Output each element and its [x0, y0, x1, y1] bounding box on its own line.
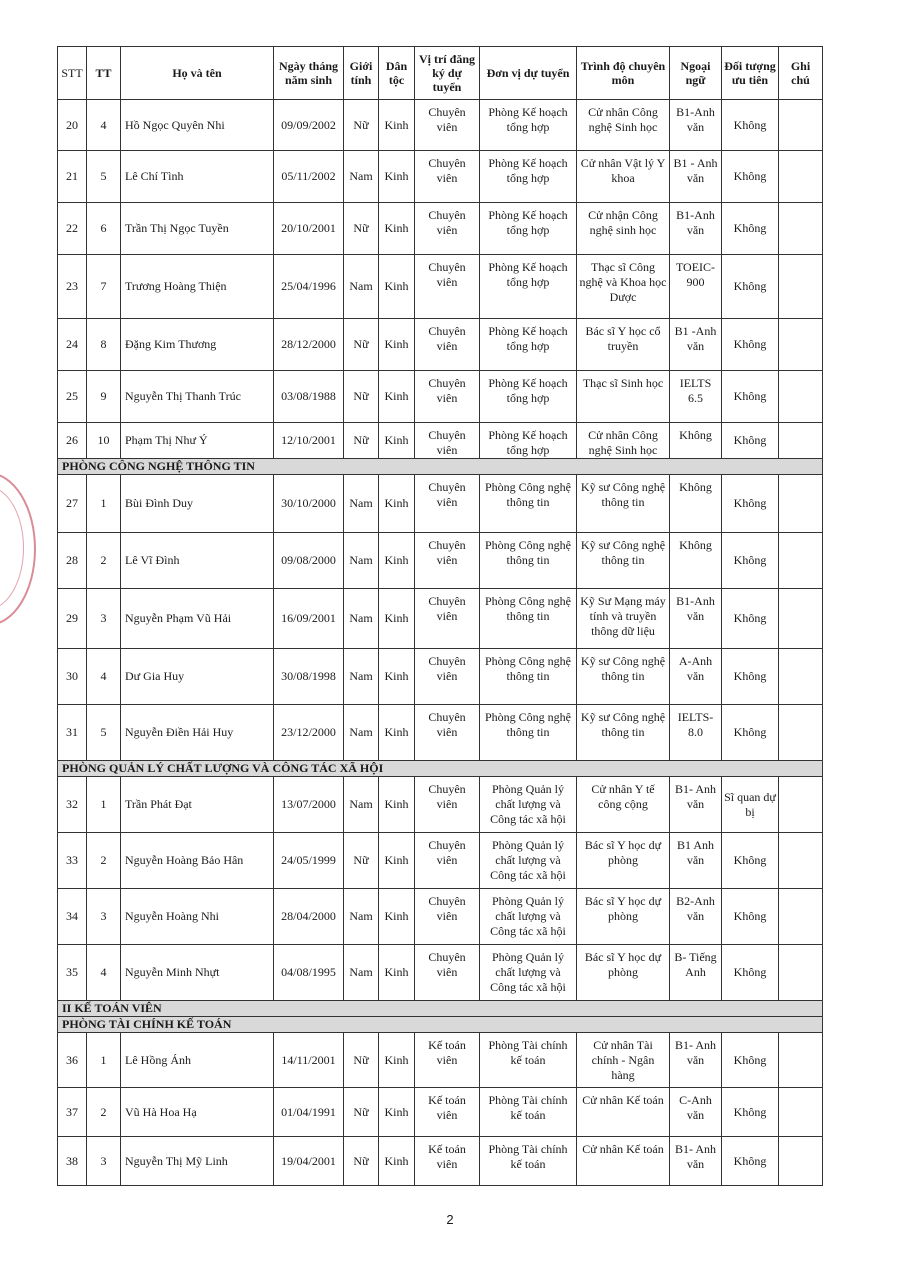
cell-language: A-Anh văn — [670, 649, 722, 705]
cell-language: B1-Anh văn — [670, 589, 722, 649]
cell-name: Phạm Thị Như Ý — [121, 423, 274, 459]
cell-gender: Nữ — [344, 423, 379, 459]
cell-position: Kế toán viên — [415, 1137, 480, 1186]
cell-gender: Nữ — [344, 203, 379, 255]
cell-dob: 05/11/2002 — [274, 151, 344, 203]
cell-priority: Không — [722, 889, 779, 945]
cell-stt: 21 — [58, 151, 87, 203]
cell-position: Chuyên viên — [415, 475, 480, 533]
cell-position: Chuyên viên — [415, 100, 480, 151]
cell-gender: Nam — [344, 777, 379, 833]
cell-gender: Nam — [344, 533, 379, 589]
cell-language: B1-Anh văn — [670, 203, 722, 255]
cell-priority: Không — [722, 1088, 779, 1137]
cell-ethnicity: Kinh — [379, 255, 415, 319]
cell-stt: 28 — [58, 533, 87, 589]
cell-dob: 25/04/1996 — [274, 255, 344, 319]
table-row — [58, 945, 823, 1001]
cell-stt: 38 — [58, 1137, 87, 1186]
header-note: Ghi chú — [779, 47, 823, 100]
cell-priority: Không — [722, 203, 779, 255]
header-dob: Ngày tháng năm sinh — [274, 47, 344, 100]
cell-unit: Phòng Công nghệ thông tin — [480, 649, 577, 705]
cell-unit: Phòng Kế hoạch tổng hợp — [480, 100, 577, 151]
section-row — [58, 459, 823, 475]
cell-gender: Nữ — [344, 833, 379, 889]
cell-stt: 30 — [58, 649, 87, 705]
header-stt: STT — [58, 47, 87, 100]
table-row — [58, 589, 823, 649]
cell-name: Nguyễn Hoàng Bảo Hân — [121, 833, 274, 889]
cell-name: Trần Phát Đạt — [121, 777, 274, 833]
cell-tt: 2 — [87, 833, 121, 889]
cell-degree: Bác sĩ Y học dự phòng — [577, 889, 670, 945]
table-row — [58, 649, 823, 705]
cell-language: B1 -Anh văn — [670, 319, 722, 371]
table-row — [58, 423, 823, 459]
cell-name: Nguyễn Phạm Vũ Hải — [121, 589, 274, 649]
cell-dob: 30/08/1998 — [274, 649, 344, 705]
cell-priority: Không — [722, 1033, 779, 1088]
cell-note — [779, 533, 823, 589]
cell-name: Nguyễn Hoàng Nhi — [121, 889, 274, 945]
cell-unit: Phòng Công nghệ thông tin — [480, 533, 577, 589]
cell-position: Chuyên viên — [415, 889, 480, 945]
header-ethnicity: Dân tộc — [379, 47, 415, 100]
cell-degree: Kỹ sư Công nghệ thông tin — [577, 533, 670, 589]
cell-degree: Kỹ Sư Mạng máy tính và truyền thông dữ liệu — [577, 589, 670, 649]
cell-priority: Không — [722, 423, 779, 459]
cell-unit: Phòng Công nghệ thông tin — [480, 589, 577, 649]
cell-name: Nguyễn Thị Thanh Trúc — [121, 371, 274, 423]
cell-priority: Không — [722, 1137, 779, 1186]
cell-unit: Phòng Tài chính kế toán — [480, 1137, 577, 1186]
table-row — [58, 475, 823, 533]
cell-name: Bùi Đình Duy — [121, 475, 274, 533]
cell-dob: 28/04/2000 — [274, 889, 344, 945]
section-label: PHÒNG CÔNG NGHỆ THÔNG TIN — [58, 459, 823, 475]
cell-note — [779, 475, 823, 533]
cell-tt: 4 — [87, 100, 121, 151]
cell-degree: Kỹ sư Công nghệ thông tin — [577, 705, 670, 761]
cell-note — [779, 371, 823, 423]
cell-unit: Phòng Công nghệ thông tin — [480, 705, 577, 761]
cell-gender: Nam — [344, 589, 379, 649]
cell-name: Nguyễn Minh Nhựt — [121, 945, 274, 1001]
cell-dob: 19/04/2001 — [274, 1137, 344, 1186]
table-row — [58, 833, 823, 889]
cell-ethnicity: Kinh — [379, 371, 415, 423]
cell-position: Chuyên viên — [415, 319, 480, 371]
cell-language: B- Tiếng Anh — [670, 945, 722, 1001]
cell-unit: Phòng Kế hoạch tổng hợp — [480, 151, 577, 203]
cell-dob: 23/12/2000 — [274, 705, 344, 761]
cell-dob: 04/08/1995 — [274, 945, 344, 1001]
cell-stt: 37 — [58, 1088, 87, 1137]
cell-priority: Không — [722, 833, 779, 889]
cell-unit: Phòng Quản lý chất lượng và Công tác xã hội — [480, 889, 577, 945]
header-position: Vị trí đăng ký dự tuyển — [415, 47, 480, 100]
cell-ethnicity: Kinh — [379, 889, 415, 945]
table-row — [58, 1033, 823, 1088]
cell-position: Chuyên viên — [415, 777, 480, 833]
cell-priority: Không — [722, 255, 779, 319]
header-degree: Trình độ chuyên môn — [577, 47, 670, 100]
cell-position: Chuyên viên — [415, 151, 480, 203]
table-row — [58, 151, 823, 203]
cell-name: Hồ Ngọc Quyên Nhi — [121, 100, 274, 151]
cell-ethnicity: Kinh — [379, 945, 415, 1001]
cell-gender: Nam — [344, 649, 379, 705]
cell-stt: 23 — [58, 255, 87, 319]
cell-language: B2-Anh văn — [670, 889, 722, 945]
cell-gender: Nữ — [344, 371, 379, 423]
cell-language: B1 Anh văn — [670, 833, 722, 889]
cell-dob: 24/05/1999 — [274, 833, 344, 889]
cell-dob: 01/04/1991 — [274, 1088, 344, 1137]
cell-priority: Không — [722, 475, 779, 533]
cell-unit: Phòng Công nghệ thông tin — [480, 475, 577, 533]
cell-note — [779, 151, 823, 203]
cell-tt: 7 — [87, 255, 121, 319]
cell-ethnicity: Kinh — [379, 100, 415, 151]
table-row — [58, 371, 823, 423]
cell-gender: Nữ — [344, 1137, 379, 1186]
cell-position: Chuyên viên — [415, 203, 480, 255]
table-body — [58, 100, 823, 1186]
cell-unit: Phòng Quản lý chất lượng và Công tác xã hội — [480, 945, 577, 1001]
cell-tt: 3 — [87, 589, 121, 649]
cell-tt: 4 — [87, 945, 121, 1001]
cell-stt: 29 — [58, 589, 87, 649]
cell-note — [779, 319, 823, 371]
cell-ethnicity: Kinh — [379, 649, 415, 705]
cell-unit: Phòng Kế hoạch tổng hợp — [480, 203, 577, 255]
cell-note — [779, 945, 823, 1001]
cell-degree: Bác sĩ Y học dự phòng — [577, 945, 670, 1001]
cell-name: Lê Vĩ Đình — [121, 533, 274, 589]
page-number: 2 — [446, 1212, 454, 1227]
cell-dob: 16/09/2001 — [274, 589, 344, 649]
cell-position: Chuyên viên — [415, 833, 480, 889]
cell-tt: 2 — [87, 533, 121, 589]
cell-degree: Cử nhân Công nghệ Sinh học — [577, 100, 670, 151]
header-priority: Đối tượng ưu tiên — [722, 47, 779, 100]
cell-tt: 8 — [87, 319, 121, 371]
cell-degree: Cử nhận Công nghệ sinh học — [577, 203, 670, 255]
cell-language: Không — [670, 423, 722, 459]
cell-stt: 35 — [58, 945, 87, 1001]
cell-degree: Kỹ sư Công nghệ thông tin — [577, 649, 670, 705]
table-header-row — [58, 47, 823, 100]
cell-note — [779, 255, 823, 319]
cell-position: Kế toán viên — [415, 1033, 480, 1088]
cell-priority: Không — [722, 649, 779, 705]
cell-degree: Cử nhân Y tế công cộng — [577, 777, 670, 833]
cell-position: Chuyên viên — [415, 589, 480, 649]
cell-language: B1- Anh văn — [670, 777, 722, 833]
cell-unit: Phòng Quản lý chất lượng và Công tác xã hội — [480, 833, 577, 889]
cell-degree: Cử nhân Vật lý Y khoa — [577, 151, 670, 203]
cell-degree: Thạc sĩ Sinh học — [577, 371, 670, 423]
header-unit: Đơn vị dự tuyển — [480, 47, 577, 100]
cell-position: Chuyên viên — [415, 945, 480, 1001]
cell-ethnicity: Kinh — [379, 533, 415, 589]
cell-ethnicity: Kinh — [379, 423, 415, 459]
cell-dob: 12/10/2001 — [274, 423, 344, 459]
cell-dob: 09/09/2002 — [274, 100, 344, 151]
cell-language: IELTS 6.5 — [670, 371, 722, 423]
cell-stt: 27 — [58, 475, 87, 533]
cell-note — [779, 833, 823, 889]
cell-ethnicity: Kinh — [379, 1137, 415, 1186]
cell-ethnicity: Kinh — [379, 203, 415, 255]
cell-unit: Phòng Quản lý chất lượng và Công tác xã hội — [480, 777, 577, 833]
cell-note — [779, 1033, 823, 1088]
cell-gender: Nữ — [344, 1088, 379, 1137]
cell-priority: Không — [722, 945, 779, 1001]
cell-unit: Phòng Kế hoạch tổng hợp — [480, 423, 577, 459]
cell-unit: Phòng Kế hoạch tổng hợp — [480, 319, 577, 371]
cell-tt: 9 — [87, 371, 121, 423]
cell-language: C-Anh văn — [670, 1088, 722, 1137]
cell-degree: Cử nhân Kế toán — [577, 1088, 670, 1137]
cell-degree: Cử nhân Công nghệ Sinh học — [577, 423, 670, 459]
cell-priority: Không — [722, 705, 779, 761]
cell-language: IELTS-8.0 — [670, 705, 722, 761]
cell-tt: 5 — [87, 705, 121, 761]
cell-tt: 3 — [87, 1137, 121, 1186]
table-row — [58, 255, 823, 319]
cell-degree: Kỹ sư Công nghệ thông tin — [577, 475, 670, 533]
cell-language: Không — [670, 475, 722, 533]
cell-gender: Nam — [344, 705, 379, 761]
table-row — [58, 705, 823, 761]
cell-ethnicity: Kinh — [379, 705, 415, 761]
cell-language: Không — [670, 533, 722, 589]
cell-dob: 20/10/2001 — [274, 203, 344, 255]
cell-gender: Nam — [344, 151, 379, 203]
table-row — [58, 1088, 823, 1137]
cell-dob: 03/08/1988 — [274, 371, 344, 423]
cell-position: Chuyên viên — [415, 705, 480, 761]
cell-ethnicity: Kinh — [379, 475, 415, 533]
table-row — [58, 1137, 823, 1186]
cell-tt: 3 — [87, 889, 121, 945]
cell-language: B1- Anh văn — [670, 1033, 722, 1088]
cell-language: B1- Anh văn — [670, 1137, 722, 1186]
cell-name: Đặng Kim Thương — [121, 319, 274, 371]
header-language: Ngoại ngữ — [670, 47, 722, 100]
cell-unit: Phòng Kế hoạch tổng hợp — [480, 371, 577, 423]
cell-priority: Không — [722, 533, 779, 589]
cell-stt: 33 — [58, 833, 87, 889]
section-label: II KẾ TOÁN VIÊN — [58, 1001, 823, 1017]
cell-position: Chuyên viên — [415, 533, 480, 589]
table-row — [58, 889, 823, 945]
cell-stt: 36 — [58, 1033, 87, 1088]
cell-stt: 26 — [58, 423, 87, 459]
cell-stt: 22 — [58, 203, 87, 255]
cell-note — [779, 203, 823, 255]
cell-ethnicity: Kinh — [379, 1033, 415, 1088]
cell-degree: Thạc sĩ Công nghệ và Khoa học Dược — [577, 255, 670, 319]
table-row — [58, 100, 823, 151]
cell-position: Kế toán viên — [415, 1088, 480, 1137]
cell-name: Nguyễn Điền Hải Huy — [121, 705, 274, 761]
cell-ethnicity: Kinh — [379, 1088, 415, 1137]
cell-degree: Cử nhân Tài chính - Ngân hàng — [577, 1033, 670, 1088]
cell-priority: Sĩ quan dự bị — [722, 777, 779, 833]
cell-tt: 5 — [87, 151, 121, 203]
candidate-table — [57, 46, 823, 1186]
cell-position: Chuyên viên — [415, 423, 480, 459]
cell-dob: 30/10/2000 — [274, 475, 344, 533]
cell-tt: 1 — [87, 1033, 121, 1088]
cell-gender: Nam — [344, 945, 379, 1001]
cell-gender: Nữ — [344, 319, 379, 371]
cell-gender: Nữ — [344, 100, 379, 151]
cell-position: Chuyên viên — [415, 371, 480, 423]
section-row — [58, 1017, 823, 1033]
cell-unit: Phòng Kế hoạch tổng hợp — [480, 255, 577, 319]
cell-note — [779, 777, 823, 833]
cell-note — [779, 589, 823, 649]
cell-ethnicity: Kinh — [379, 833, 415, 889]
table-row — [58, 203, 823, 255]
section-label: PHÒNG QUẢN LÝ CHẤT LƯỢNG VÀ CÔNG TÁC XÃ HỘI — [58, 761, 823, 777]
cell-stt: 32 — [58, 777, 87, 833]
cell-language: B1 - Anh văn — [670, 151, 722, 203]
cell-gender: Nam — [344, 255, 379, 319]
cell-unit: Phòng Tài chính kế toán — [480, 1033, 577, 1088]
cell-stt: 20 — [58, 100, 87, 151]
cell-gender: Nữ — [344, 1033, 379, 1088]
cell-priority: Không — [722, 371, 779, 423]
cell-priority: Không — [722, 589, 779, 649]
cell-priority: Không — [722, 151, 779, 203]
cell-degree: Bác sĩ Y học dự phòng — [577, 833, 670, 889]
cell-note — [779, 649, 823, 705]
cell-name: Trương Hoàng Thiện — [121, 255, 274, 319]
cell-note — [779, 889, 823, 945]
cell-tt: 2 — [87, 1088, 121, 1137]
cell-ethnicity: Kinh — [379, 319, 415, 371]
cell-priority: Không — [722, 319, 779, 371]
cell-dob: 09/08/2000 — [274, 533, 344, 589]
cell-tt: 6 — [87, 203, 121, 255]
cell-tt: 1 — [87, 777, 121, 833]
section-label: PHÒNG TÀI CHÍNH KẾ TOÁN — [58, 1017, 823, 1033]
cell-priority: Không — [722, 100, 779, 151]
section-row — [58, 761, 823, 777]
cell-language: B1-Anh văn — [670, 100, 722, 151]
cell-position: Chuyên viên — [415, 649, 480, 705]
cell-degree: Bác sĩ Y học cổ truyền — [577, 319, 670, 371]
cell-tt: 1 — [87, 475, 121, 533]
cell-name: Nguyễn Thị Mỹ Linh — [121, 1137, 274, 1186]
cell-degree: Cử nhân Kế toán — [577, 1137, 670, 1186]
cell-position: Chuyên viên — [415, 255, 480, 319]
cell-dob: 13/07/2000 — [274, 777, 344, 833]
cell-note — [779, 1088, 823, 1137]
cell-gender: Nam — [344, 475, 379, 533]
cell-dob: 14/11/2001 — [274, 1033, 344, 1088]
header-name: Họ và tên — [121, 47, 274, 100]
cell-note — [779, 705, 823, 761]
table-row — [58, 319, 823, 371]
cell-language: TOEIC-900 — [670, 255, 722, 319]
cell-name: Lê Chí Tình — [121, 151, 274, 203]
cell-tt: 4 — [87, 649, 121, 705]
cell-gender: Nam — [344, 889, 379, 945]
cell-name: Trần Thị Ngọc Tuyền — [121, 203, 274, 255]
cell-note — [779, 423, 823, 459]
cell-stt: 25 — [58, 371, 87, 423]
cell-name: Vũ Hà Hoa Hạ — [121, 1088, 274, 1137]
cell-stt: 24 — [58, 319, 87, 371]
cell-ethnicity: Kinh — [379, 777, 415, 833]
section-row — [58, 1001, 823, 1017]
cell-dob: 28/12/2000 — [274, 319, 344, 371]
cell-unit: Phòng Tài chính kế toán — [480, 1088, 577, 1137]
table-row — [58, 533, 823, 589]
cell-stt: 34 — [58, 889, 87, 945]
cell-ethnicity: Kinh — [379, 151, 415, 203]
table-row — [58, 777, 823, 833]
cell-name: Dư Gia Huy — [121, 649, 274, 705]
header-tt: TT — [87, 47, 121, 100]
cell-name: Lê Hồng Ánh — [121, 1033, 274, 1088]
cell-note — [779, 100, 823, 151]
cell-note — [779, 1137, 823, 1186]
header-gender: Giới tính — [344, 47, 379, 100]
cell-ethnicity: Kinh — [379, 589, 415, 649]
cell-stt: 31 — [58, 705, 87, 761]
cell-tt: 10 — [87, 423, 121, 459]
